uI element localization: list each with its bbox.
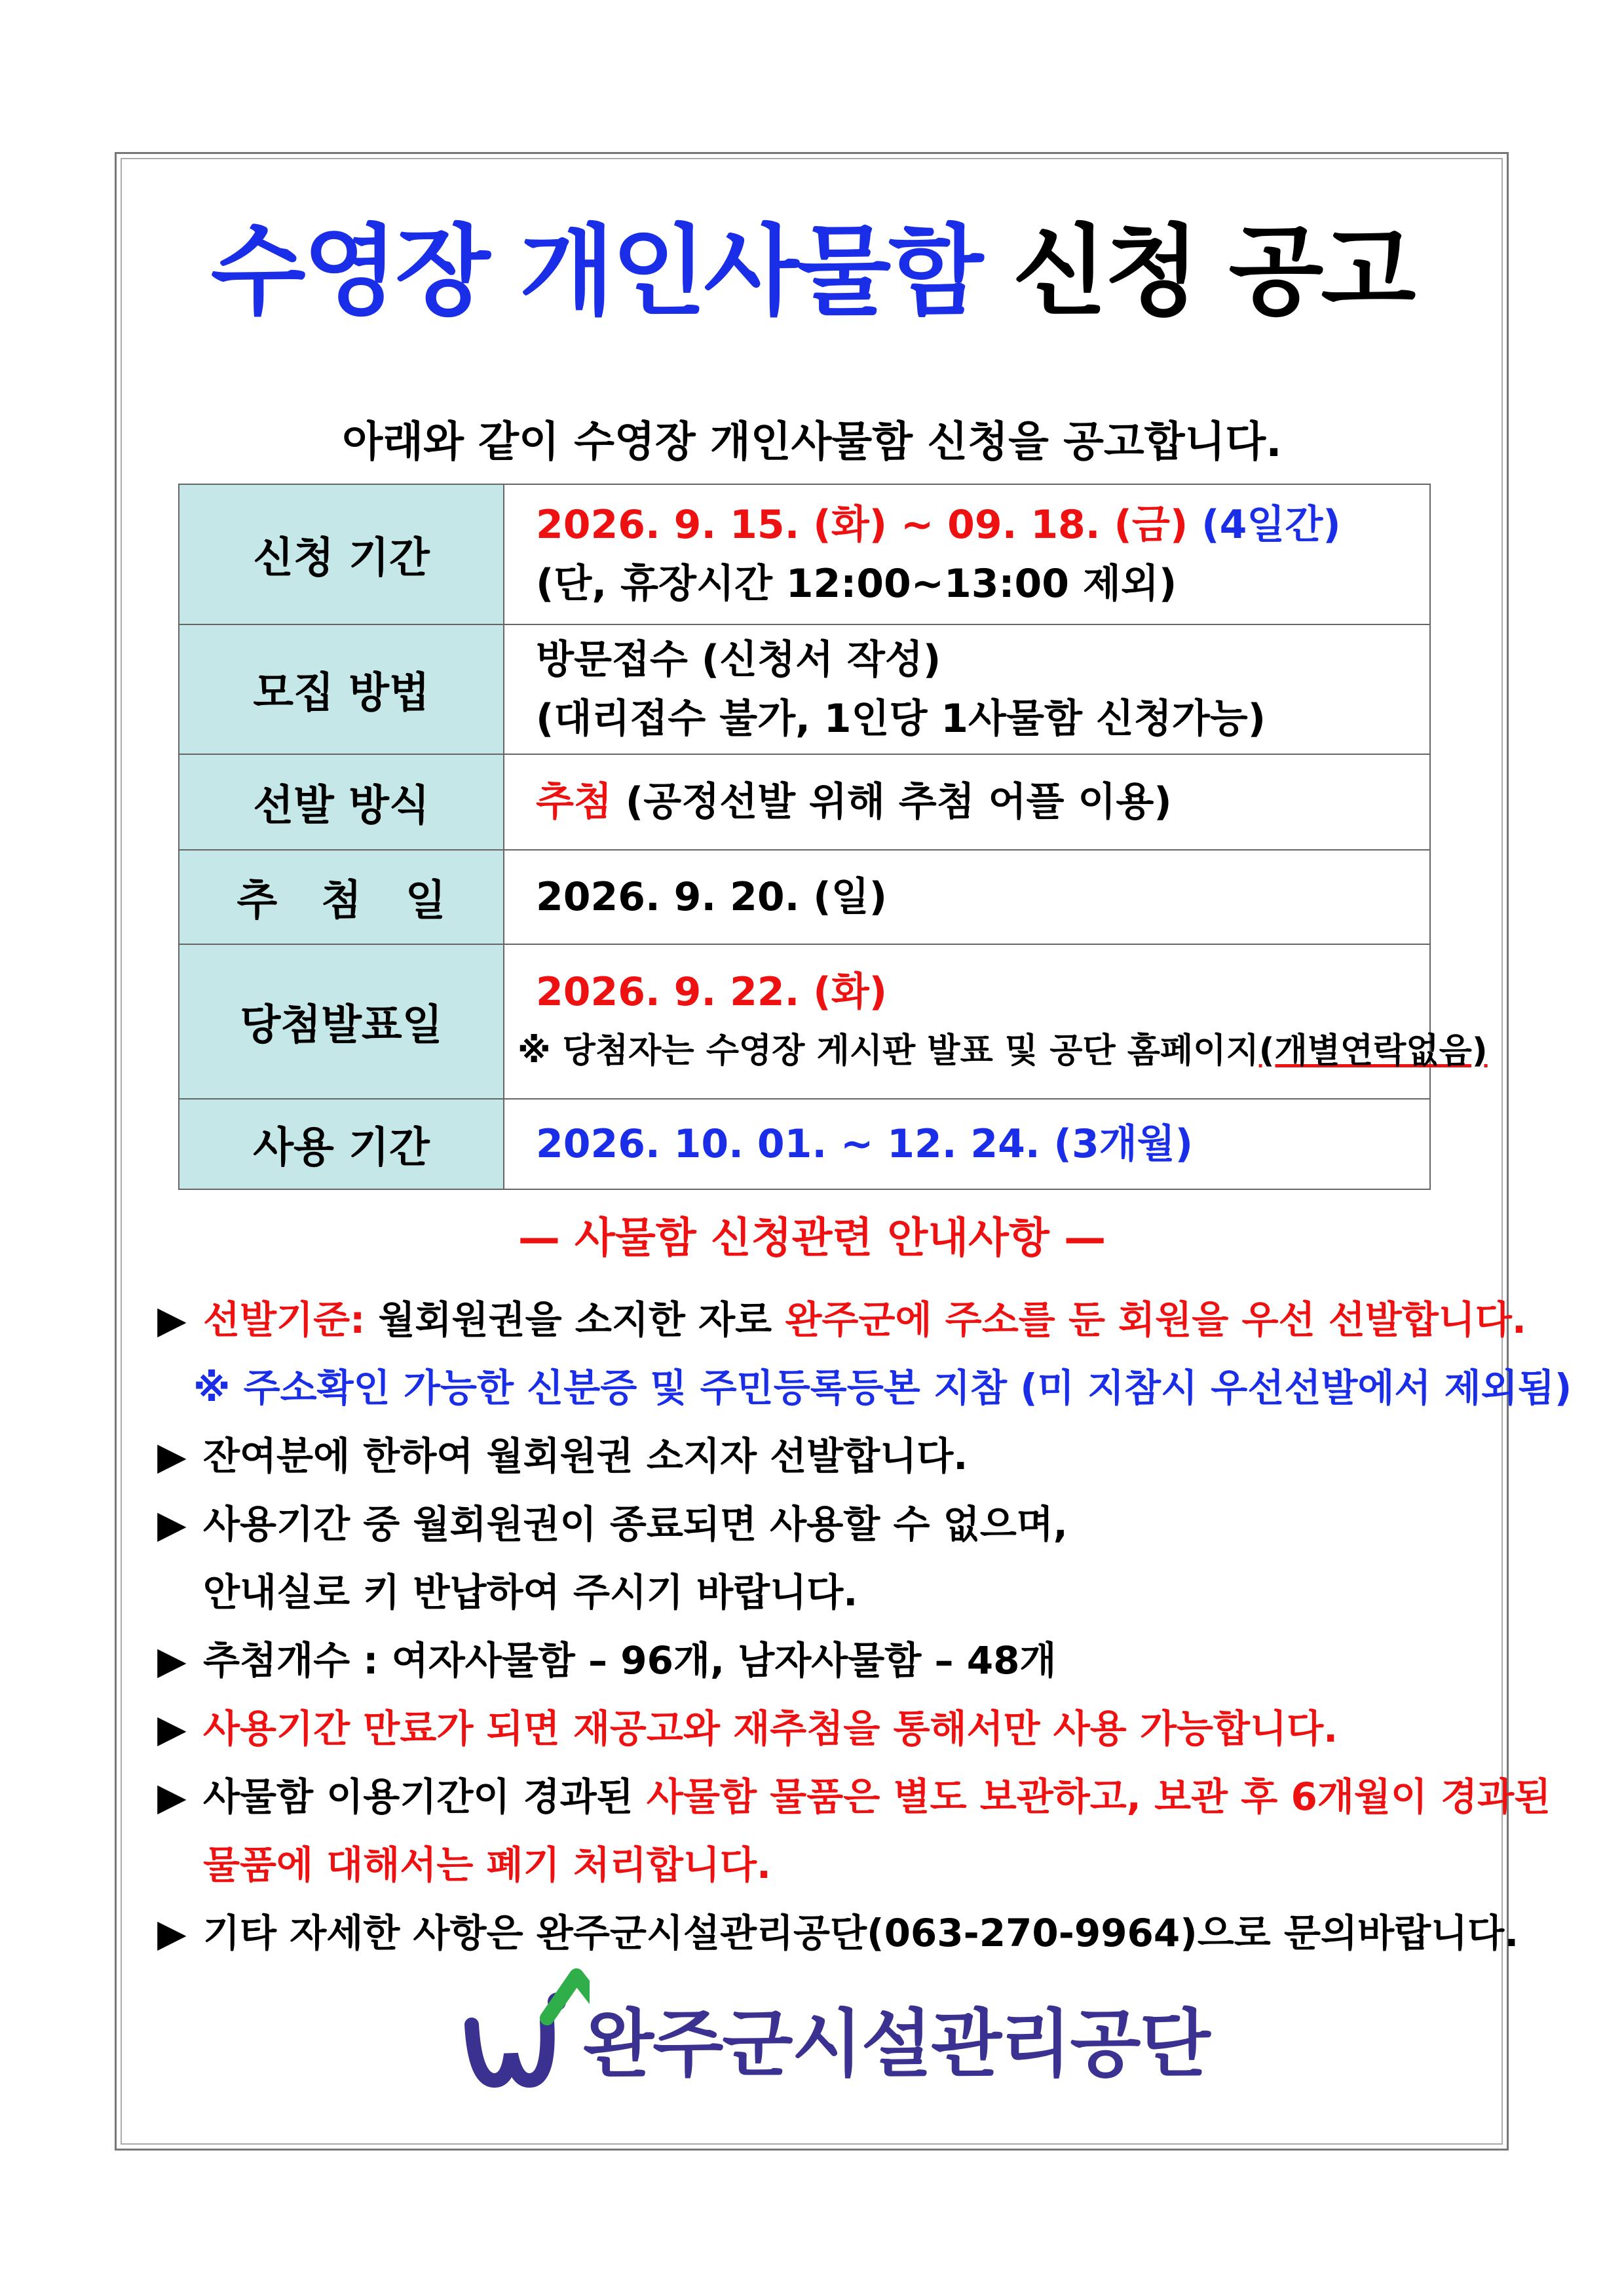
value-draw-date: 2026. 9. 20. (일) xyxy=(504,850,1430,944)
label-usage-period: 사용 기간 xyxy=(179,1099,504,1189)
method-line1: 방문접수 (신청서 작성) xyxy=(536,637,941,683)
notice-item xyxy=(157,1694,1507,1763)
wanju-logo-mark-icon xyxy=(459,1956,590,2107)
notice-count: 추첨개수 : 여자사물함 – 96개, 남자사물함 – 48개 xyxy=(203,1638,1057,1683)
bullet-arrow-icon: ▶ xyxy=(157,1434,187,1478)
info-table xyxy=(178,484,1488,1190)
notice-criteria-text: 월회원권을 소지한 자로 xyxy=(365,1297,785,1342)
bullet-arrow-icon: ▶ xyxy=(157,1297,187,1342)
bullet-arrow-icon: ▶ xyxy=(157,1706,187,1751)
notice-criteria-priority: 완주군에 주소를 둔 회원을 우선 선발합니다. xyxy=(785,1297,1526,1342)
notice-item xyxy=(157,1422,1507,1490)
guide-section-title: — 사물함 신청관련 안내사항 — xyxy=(518,1214,1106,1263)
page-title xyxy=(0,206,1624,337)
period-dates: 2026. 9. 15. (화) ~ 09. 18. (금) xyxy=(536,502,1188,548)
table-row xyxy=(179,944,1430,1099)
bullet-arrow-icon: ▶ xyxy=(157,1502,187,1546)
bullet-arrow-icon: ▶ xyxy=(157,1774,187,1819)
selection-detail: (공정선발 위해 추첨 어플 이용) xyxy=(611,779,1172,825)
selection-lottery: 추첨 xyxy=(536,779,612,825)
label-application-period: 신청 기간 xyxy=(179,484,504,624)
notice-expiry: 사용기간 중 월회원권이 종료되면 사용할 수 없으며, xyxy=(203,1502,1068,1546)
notice-item xyxy=(157,1490,1507,1558)
notice-item xyxy=(157,1286,1526,1354)
notice-reapply: 사용기간 만료가 되면 재공고와 재추첨을 통해서만 사용 가능합니다. xyxy=(203,1706,1338,1751)
value-application-period xyxy=(504,484,1430,624)
table-row xyxy=(179,850,1430,944)
table-row xyxy=(179,754,1430,850)
notice-disposal-a: 사물함 이용기간이 경과된 xyxy=(203,1774,647,1819)
notice-disposal-cont: 물품에 대해서는 폐기 처리합니다. xyxy=(203,1843,772,1887)
table-row xyxy=(179,624,1430,754)
value-usage-period: 2026. 10. 01. ~ 12. 24. (3개월) xyxy=(504,1099,1430,1189)
notice-remaining: 잔여분에 한하여 월회원권 소지자 선발합니다. xyxy=(203,1434,968,1478)
announce-note-underlined: (개별연락없음) xyxy=(1258,1031,1488,1071)
logo-text: 완주군시설관리공단 xyxy=(583,2002,1209,2087)
table-row xyxy=(179,484,1430,624)
organization-logo xyxy=(459,1956,1209,2107)
value-selection-method xyxy=(504,754,1430,850)
label-draw-date: 추 첨 일 xyxy=(179,850,504,944)
title-black-part: 신청 공고 xyxy=(1012,215,1414,329)
notice-disposal-b: 사물함 물품은 별도 보관하고, 보관 후 6개월이 경과된 xyxy=(646,1774,1551,1819)
bullet-arrow-icon: ▶ xyxy=(157,1638,187,1683)
label-selection-method: 선발 방식 xyxy=(179,754,504,850)
announce-date: 2026. 9. 22. (화) xyxy=(536,969,888,1015)
label-announce-date: 당첨발표일 xyxy=(179,944,504,1099)
period-note: (단, 휴장시간 12:00~13:00 제외) xyxy=(536,561,1177,607)
notice-item xyxy=(157,1626,1507,1694)
title-blue-part: 수영장 개인사물함 xyxy=(210,215,981,329)
value-recruit-method xyxy=(504,624,1430,754)
notice-subnote: ※ 주소확인 가능한 신분증 및 주민등록등본 지참 (미 지참시 우선선발에서 제외됨) xyxy=(193,1366,1572,1410)
announce-note: ※ 당첨자는 수영장 게시판 발표 및 공단 홈페이지 xyxy=(518,1031,1259,1071)
value-announce-date xyxy=(504,944,1488,1099)
notice-item xyxy=(157,1763,1551,1831)
notice-contact: 기타 자세한 사항은 완주군시설관리공단(063-270-9964)으로 문의바랍니다. xyxy=(203,1911,1519,1955)
intro-text: 아래와 같이 수영장 개인사물함 신청을 공고합니다. xyxy=(342,418,1282,467)
method-line2: (대리접수 불가, 1인당 1사물함 신청가능) xyxy=(536,696,1266,742)
bullet-arrow-icon: ▶ xyxy=(157,1911,187,1955)
table-row xyxy=(179,1099,1430,1189)
notice-list xyxy=(157,1286,1572,1967)
notice-criteria-label: 선발기준: xyxy=(203,1297,366,1342)
notice-expiry-cont: 안내실로 키 반납하여 주시기 바랍니다. xyxy=(203,1570,858,1615)
label-recruit-method: 모집 방법 xyxy=(179,624,504,754)
period-days: (4일간) xyxy=(1188,502,1341,548)
